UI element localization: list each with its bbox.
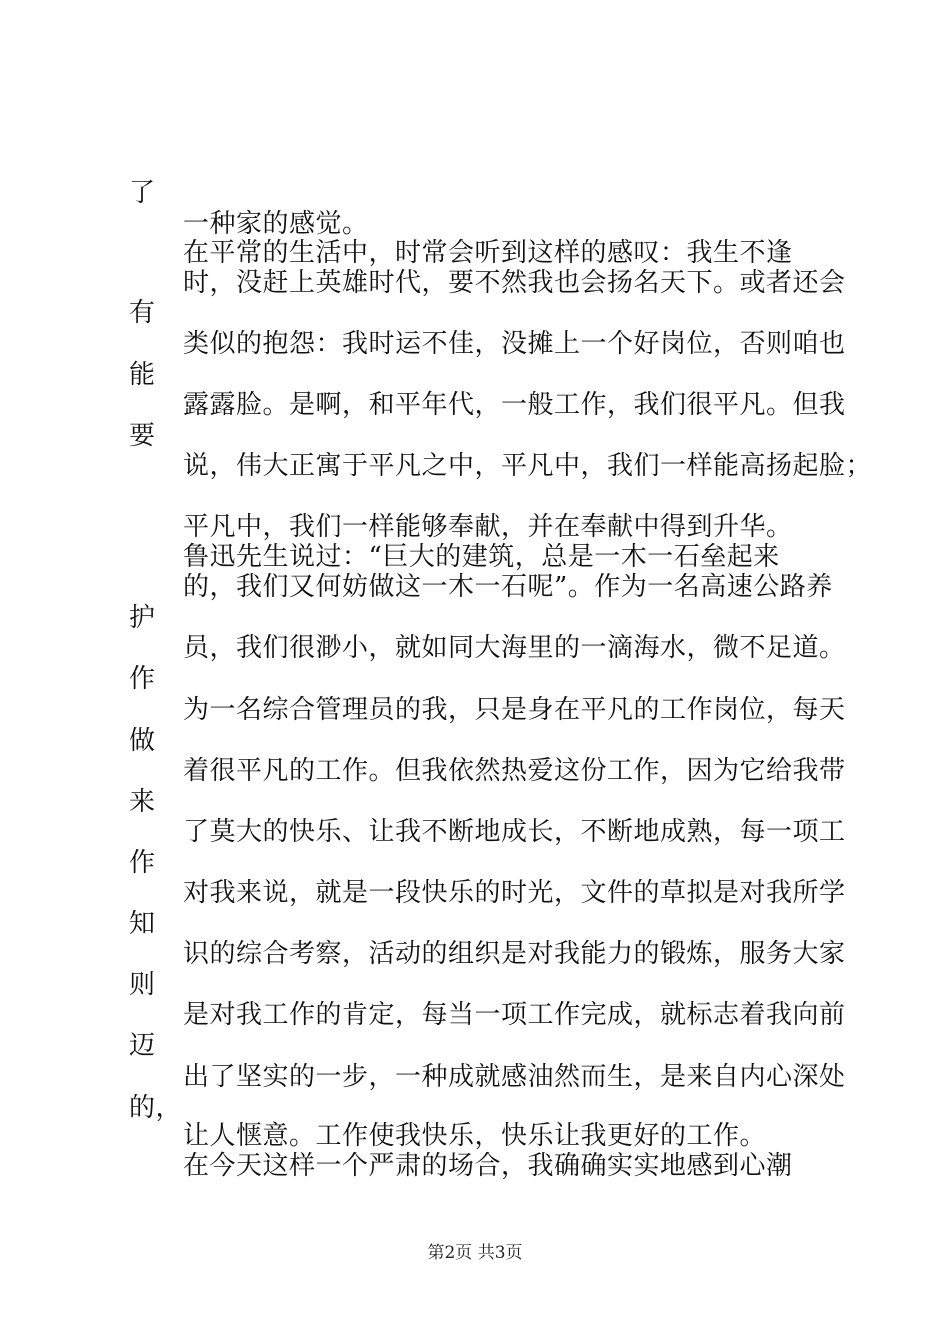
body-line: 平凡中，我们一样能够奉献，并在奉献中得到升华。 (183, 512, 793, 542)
body-line: 员，我们很渺小，就如同大海里的一滴海水，微不足道。 (183, 633, 846, 663)
body-line: 一种家的感觉。 (183, 209, 369, 239)
margin-char: 护 (129, 603, 156, 633)
body-line: 的，我们又何妨做这一木一石呢”。作为一名高速公路养 (183, 572, 833, 602)
margin-char: 了 (129, 178, 156, 208)
margin-char: 要 (129, 421, 156, 451)
body-line: 是对我工作的肯定，每当一项工作完成，就标志着我向前 (183, 1000, 846, 1030)
body-line: 为一名综合管理员的我，只是身在平凡的工作岗位，每天 (183, 695, 846, 725)
margin-char: 则 (129, 970, 156, 1000)
body-line: 让人惬意。工作使我快乐，快乐让我更好的工作。 (183, 1121, 767, 1151)
margin-char: 作 (129, 664, 156, 694)
body-line: 着很平凡的工作。但我依然热爱这份工作，因为它给我带 (183, 756, 846, 786)
margin-char: 迈 (129, 1031, 156, 1061)
body-line: 了莫大的快乐、让我不断地成长，不断地成熟，每一项工 (183, 817, 846, 847)
margin-char: 来 (129, 787, 156, 817)
margin-char: 作 (129, 848, 156, 878)
body-line: 对我来说，就是一段快乐的时光，文件的草拟是对我所学 (183, 878, 846, 908)
body-line: 说，伟大正寓于平凡之中，平凡中，我们一样能高扬起脸； (183, 451, 873, 481)
body-line: 在今天这样一个严肃的场合，我确确实实地感到心潮 (183, 1151, 793, 1181)
margin-char: 做 (129, 726, 156, 756)
body-line: 露露脸。是啊，和平年代，一般工作，我们很平凡。但我 (183, 390, 846, 420)
margin-char: 有 (129, 298, 156, 328)
margin-char: 能 (129, 360, 156, 390)
page-number-footer: 第2页 共3页 (427, 1243, 523, 1263)
body-line: 识的综合考察，活动的组织是对我能力的锻炼，服务大家 (183, 939, 846, 969)
body-line: 时，没赶上英雄时代，要不然我也会扬名天下。或者还会 (183, 268, 846, 298)
body-line: 在平常的生活中，时常会听到这样的感叹：我生不逢 (183, 238, 793, 268)
margin-char: 知 (129, 909, 156, 939)
body-line: 出了坚实的一步，一种成就感油然而生，是来自内心深处 (183, 1062, 846, 1092)
body-line: 鲁迅先生说过：“巨大的建筑，总是一木一石垒起来 (183, 542, 780, 572)
margin-char: 的， (129, 1093, 183, 1123)
body-line: 类似的抱怨：我时运不佳，没摊上一个好岗位，否则咱也 (183, 329, 846, 359)
